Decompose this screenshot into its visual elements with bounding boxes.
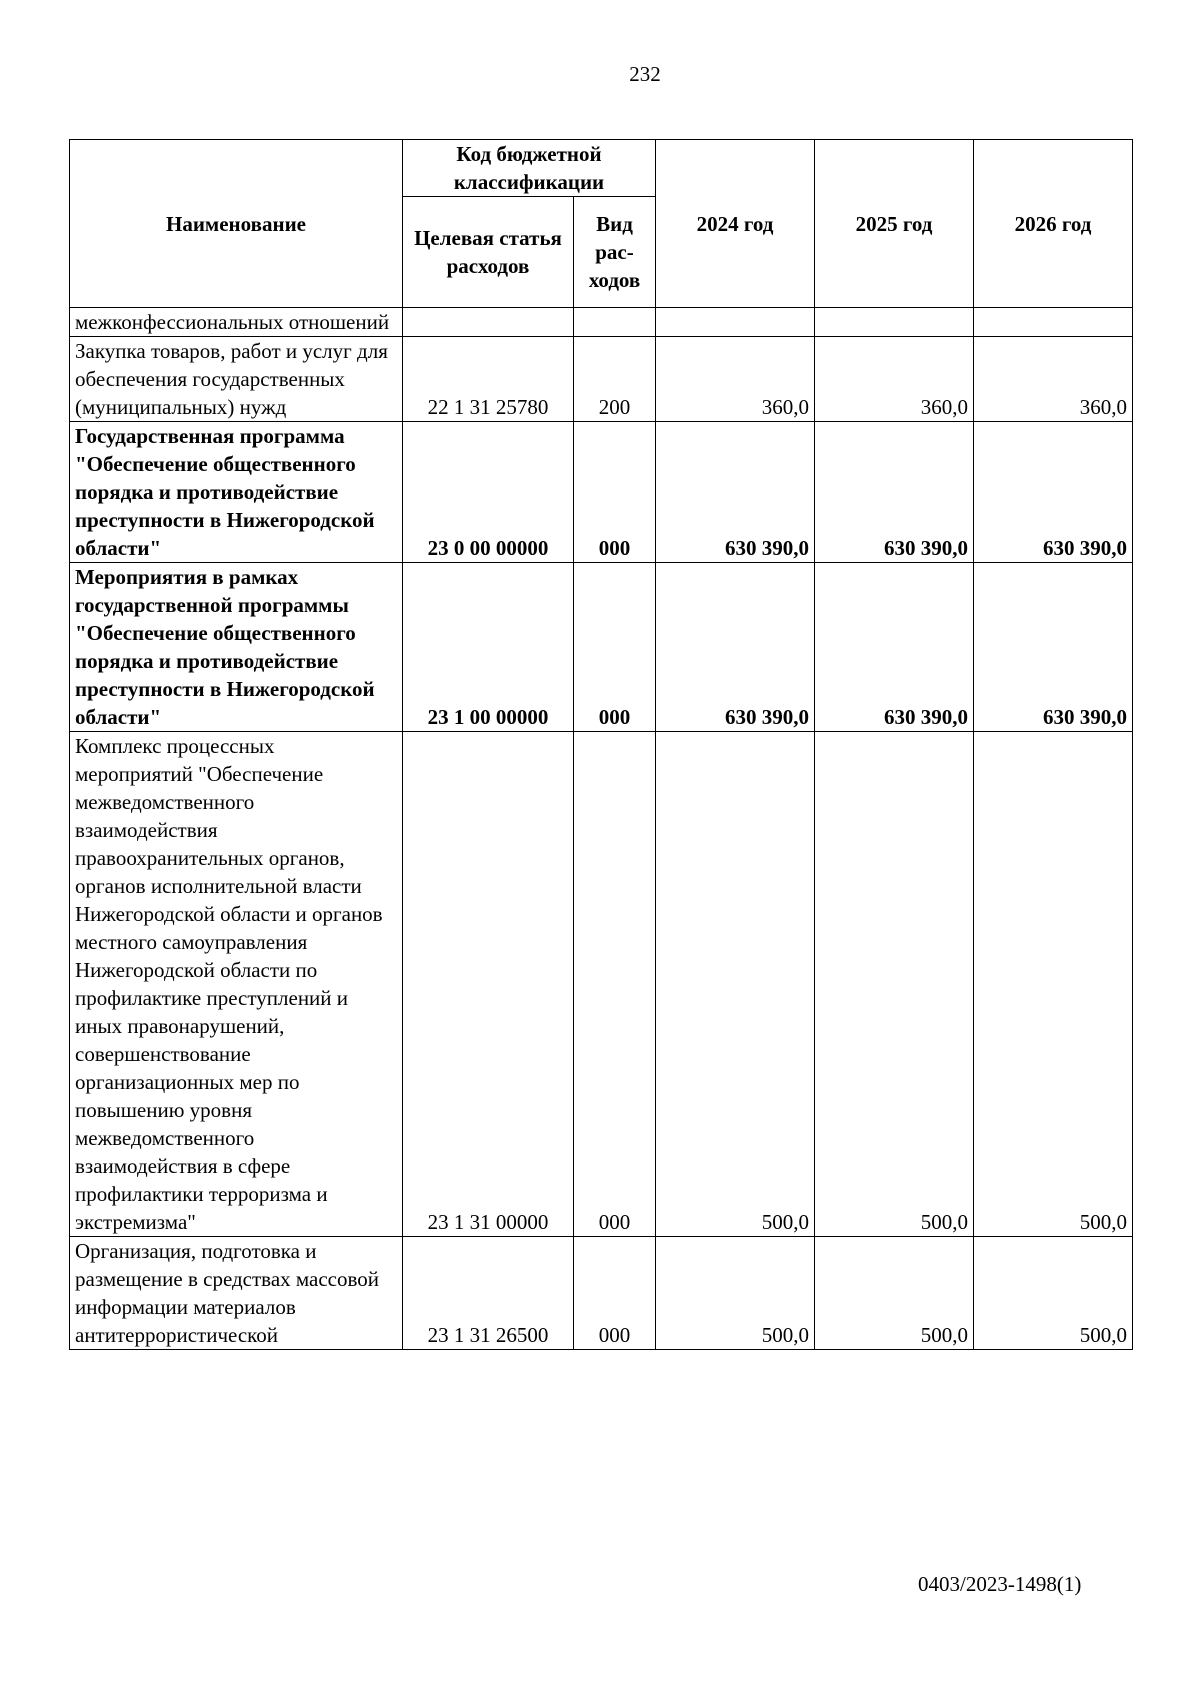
row-2025: 500,0 xyxy=(815,1237,974,1350)
row-2026: 360,0 xyxy=(974,337,1133,422)
row-2025: 360,0 xyxy=(815,337,974,422)
row-kind: 000 xyxy=(574,732,656,1237)
row-2024 xyxy=(656,308,815,337)
header-expense-kind: Вид рас-ходов xyxy=(574,197,656,308)
document-id: 0403/2023-1498(1) xyxy=(918,1572,1082,1596)
row-2026: 500,0 xyxy=(974,732,1133,1237)
row-2024: 630 390,0 xyxy=(656,422,815,563)
row-2025 xyxy=(815,308,974,337)
row-code: 23 1 31 26500 xyxy=(403,1237,574,1350)
row-name: Организация, подготовка и размещение в средствах массовой информации материалов антитеррористической xyxy=(70,1237,403,1350)
row-code: 22 1 31 25780 xyxy=(403,337,574,422)
row-2026: 500,0 xyxy=(974,1237,1133,1350)
table-row xyxy=(70,1237,1133,1350)
row-2025: 500,0 xyxy=(815,732,974,1237)
header-target-article: Целевая статья расходов xyxy=(403,197,574,308)
table-row xyxy=(70,337,1133,422)
row-name: Государственная программа "Обеспечение общественного порядка и противодействие преступности в Нижегородской области" xyxy=(70,422,403,563)
row-name: Мероприятия в рамках государственной программы "Обеспечение общественного порядка и противодействие преступности в Нижегородской области" xyxy=(70,563,403,732)
row-code: 23 1 00 00000 xyxy=(403,563,574,732)
row-code xyxy=(403,308,574,337)
page-number: 232 xyxy=(629,62,661,86)
row-2026: 630 390,0 xyxy=(974,422,1133,563)
budget-table xyxy=(69,139,1133,1350)
table-row xyxy=(70,422,1133,563)
header-2026: 2026 год xyxy=(974,140,1133,308)
row-2025: 630 390,0 xyxy=(815,563,974,732)
table-row xyxy=(70,732,1133,1237)
header-name: Наименование xyxy=(70,140,403,308)
header-2025: 2025 год xyxy=(815,140,974,308)
table-row xyxy=(70,563,1133,732)
row-2024: 360,0 xyxy=(656,337,815,422)
row-code: 23 1 31 00000 xyxy=(403,732,574,1237)
header-2024: 2024 год xyxy=(656,140,815,308)
row-kind xyxy=(574,308,656,337)
row-2024: 630 390,0 xyxy=(656,563,815,732)
header-kbk: Код бюджетной классификации xyxy=(403,140,656,197)
row-kind: 000 xyxy=(574,422,656,563)
row-2026 xyxy=(974,308,1133,337)
row-2025: 630 390,0 xyxy=(815,422,974,563)
row-kind: 000 xyxy=(574,1237,656,1350)
row-2024: 500,0 xyxy=(656,1237,815,1350)
row-name: Комплекс процессных мероприятий "Обеспечение межведомственного взаимодействия правоохранительных органов, органов исполнительной власти Нижегородской области и органов местного самоуправления Нижегородской области по профилактике преступлений и иных правонарушений, совершенствование организационных мер по повышению уровня межведомственного взаимодействия в сфере профилактики терроризма и экстремизма" xyxy=(70,732,403,1237)
row-2026: 630 390,0 xyxy=(974,563,1133,732)
row-name: межконфессиональных отношений xyxy=(70,308,403,337)
table-row xyxy=(70,308,1133,337)
row-2024: 500,0 xyxy=(656,732,815,1237)
row-kind: 200 xyxy=(574,337,656,422)
row-code: 23 0 00 00000 xyxy=(403,422,574,563)
row-name: Закупка товаров, работ и услуг для обеспечения государственных (муниципальных) нужд xyxy=(70,337,403,422)
row-kind: 000 xyxy=(574,563,656,732)
